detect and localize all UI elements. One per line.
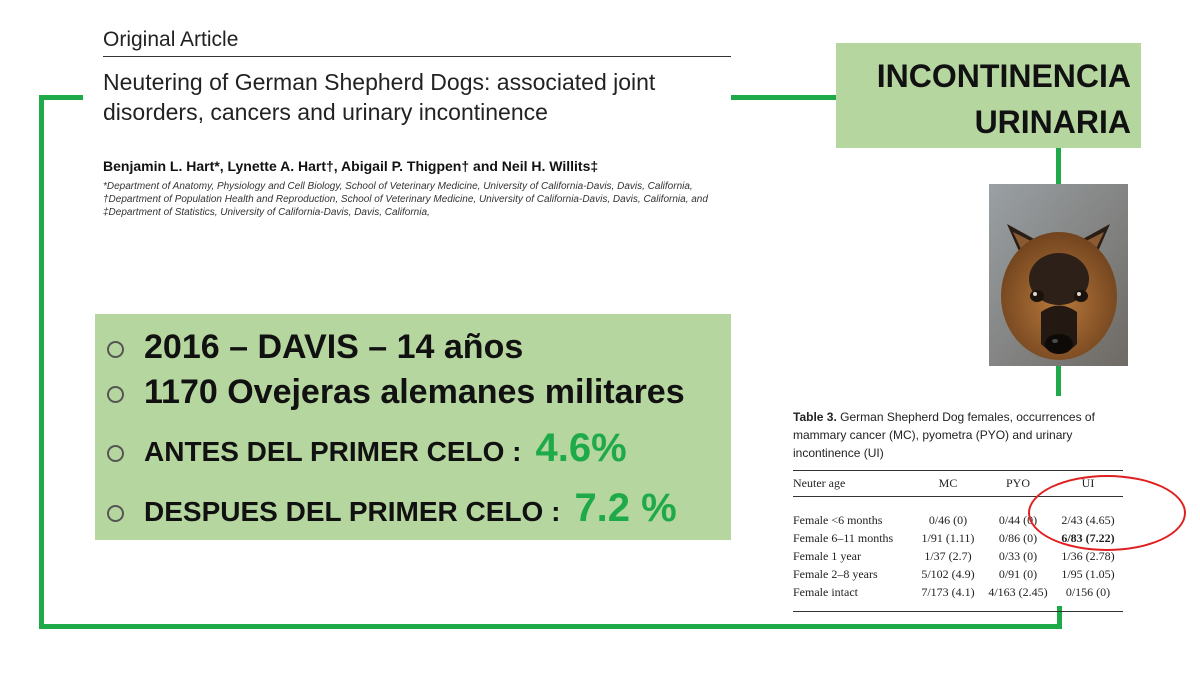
cell-mc: 1/91 (1.11): [921, 530, 975, 545]
paper-authors: Benjamin L. Hart*, Lynette A. Hart†, Abigail P. Thigpen† and Neil H. Willits‡: [103, 158, 599, 174]
table-bottom-rule: [793, 611, 1123, 612]
bullet-sample-text: 1170 Ovejeras alemanes militares: [144, 373, 685, 411]
header-ui: UI: [1081, 476, 1095, 490]
kicker-rule: [103, 56, 731, 57]
table-caption-label: Table 3.: [793, 410, 837, 424]
table-row: [793, 565, 1123, 583]
connector-left: [39, 95, 44, 629]
header-pyo: PYO: [1005, 476, 1030, 490]
table-caption: [793, 408, 1128, 462]
cell-ui: 0/156 (0): [1065, 584, 1111, 599]
connector-dog-to-table: [1056, 366, 1061, 396]
summary-box: [95, 314, 731, 540]
bullet-after-heat-value: 7.2 %: [574, 486, 677, 530]
cell-neuter-age: Female 1 year: [793, 548, 861, 563]
bullet-before-heat-label: ANTES DEL PRIMER CELO :: [144, 436, 522, 467]
bullet-circle-icon: [107, 505, 124, 522]
cell-neuter-age: Female 6–11 months: [793, 530, 894, 545]
cell-ui: 6/83 (7.22): [1061, 530, 1115, 545]
cell-ui: 2/43 (4.65): [1061, 512, 1115, 527]
bullet-after-heat-label: DESPUES DEL PRIMER CELO :: [144, 496, 561, 527]
connector-bottom: [39, 624, 1062, 629]
bullet-before-heat: [107, 426, 627, 471]
bullet-study-text: 2016 – DAVIS – 14 años: [144, 328, 524, 366]
bullet-after-heat: [107, 486, 677, 531]
connector-top-right: [731, 95, 836, 100]
paper-affiliation: *Department of Anatomy, Physiology and Cell Biology, School of Veterinary Medicine, University of California-Davis, Davis, California, †Department of Population Health and Reproduction, School of Veterinary Medicine, University of California-Davis, Davis, California, and ‡Department of Statistics, University of California-Davis, Davis, California,: [103, 181, 708, 218]
article-kicker: Original Article: [103, 28, 239, 51]
paper-title-line2: disorders, cancers and urinary incontinence: [103, 99, 548, 125]
bullet-study: [107, 328, 523, 367]
bullet-circle-icon: [107, 341, 124, 358]
cell-neuter-age: Female intact: [793, 584, 858, 599]
cell-ui: 1/36 (2.78): [1061, 548, 1115, 563]
bullet-sample: [107, 373, 685, 412]
paper-title: [103, 67, 733, 127]
cell-pyo: 0/86 (0): [998, 530, 1038, 545]
cell-neuter-age: Female <6 months: [793, 512, 883, 527]
paper-title-line1: Neutering of German Shepherd Dogs: associated joint: [103, 69, 656, 95]
cell-mc: 7/173 (4.1): [921, 584, 975, 599]
connector-top-left: [39, 95, 83, 100]
connector-label-to-dog: [1056, 148, 1061, 184]
cell-pyo: 4/163 (2.45): [988, 584, 1048, 599]
table-row: [793, 547, 1123, 565]
paper-header: [103, 28, 733, 127]
cell-mc: 1/37 (2.7): [924, 548, 972, 563]
header-neuter-age: Neuter age: [793, 476, 846, 490]
bullet-circle-icon: [107, 386, 124, 403]
german-shepherd-photo: [989, 184, 1128, 366]
cell-mc: 0/46 (0): [928, 512, 968, 527]
bullet-circle-icon: [107, 445, 124, 462]
incontinence-label-line1: INCONTINENCIA: [876, 58, 1131, 94]
cell-ui: 1/95 (1.05): [1061, 566, 1115, 581]
header-mc: MC: [938, 476, 958, 490]
incontinence-label: [836, 43, 1141, 148]
incontinence-label-line2: URINARIA: [974, 104, 1131, 140]
cell-neuter-age: Female 2–8 years: [793, 566, 878, 581]
cell-mc: 5/102 (4.9): [921, 566, 975, 581]
cell-pyo: 0/91 (0): [998, 566, 1038, 581]
cell-pyo: 0/33 (0): [998, 548, 1038, 563]
bullet-before-heat-value: 4.6%: [535, 426, 627, 470]
highlight-ellipse: [1028, 475, 1186, 551]
table-caption-text: German Shepherd Dog females, occurrences of mammary cancer (MC), pyometra (PYO) and urinary incontinence (UI): [793, 410, 1095, 460]
cell-pyo: 0/44 (0): [998, 512, 1038, 527]
table-row: [793, 583, 1123, 601]
